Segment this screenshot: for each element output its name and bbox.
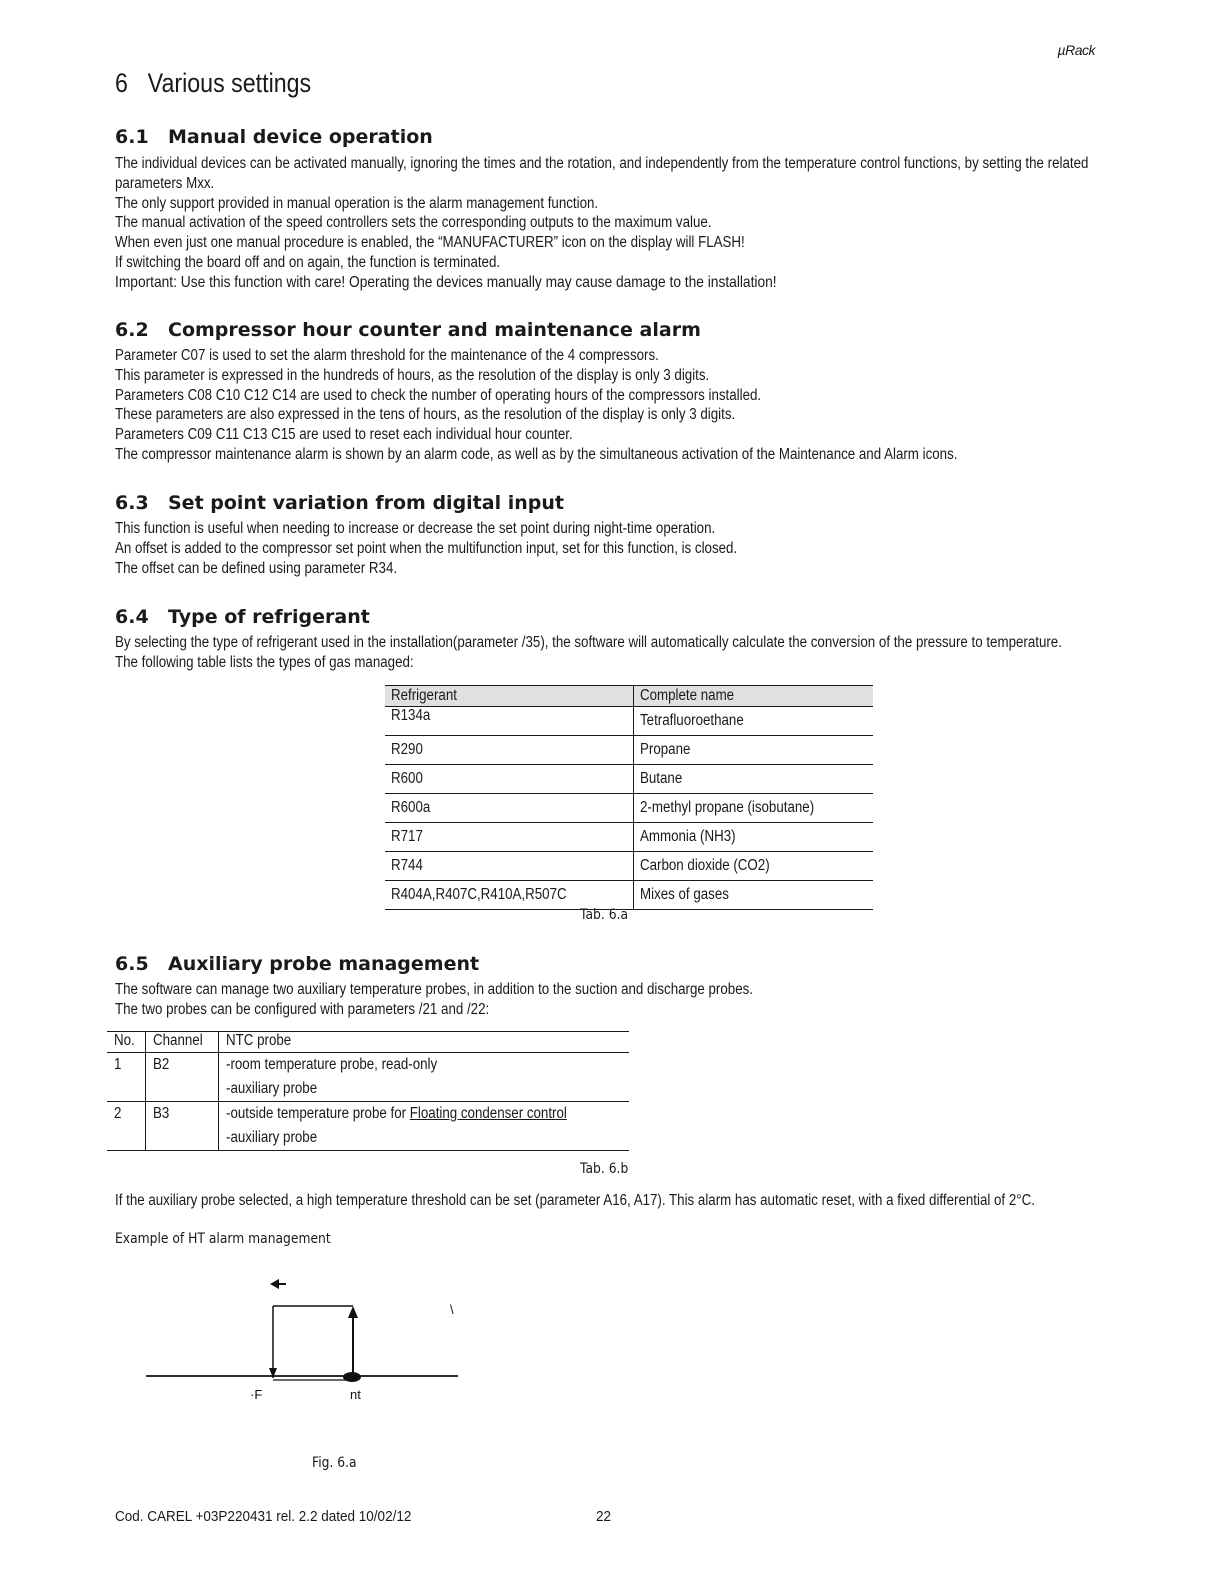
table-row bbox=[107, 1053, 629, 1102]
page-number: 22 bbox=[596, 1508, 612, 1525]
section-number: 6.3 bbox=[115, 492, 149, 514]
table-row bbox=[385, 736, 873, 765]
label-right: nt bbox=[350, 1387, 361, 1402]
section-title: Manual device operation bbox=[168, 126, 433, 148]
refrigerant-table bbox=[385, 685, 873, 910]
table-row bbox=[385, 881, 873, 910]
table-cell: R717 bbox=[385, 823, 634, 852]
arrow-left-icon bbox=[270, 1279, 279, 1289]
section-6-4-body bbox=[115, 633, 1062, 673]
table-cell: 2 bbox=[107, 1102, 146, 1151]
floating-condenser-link[interactable]: Floating condenser control bbox=[409, 1105, 567, 1122]
section-title: Type of refrigerant bbox=[168, 606, 370, 628]
section-title: Auxiliary probe management bbox=[168, 953, 480, 975]
paragraph-line: If switching the board off and on again, the function is terminated. bbox=[115, 253, 501, 271]
section-number: 6.4 bbox=[115, 606, 149, 628]
section-number: 6.2 bbox=[115, 319, 149, 341]
table-caption: Tab. 6.a bbox=[580, 907, 629, 923]
paragraph-line: The individual devices can be activated manually, ignoring the times and the rotation, and independently from the temperature control functions, by setting the related bbox=[115, 155, 1089, 172]
paragraph-line: The offset can be defined using parameter R34. bbox=[115, 559, 398, 577]
section-6-1-body bbox=[115, 154, 1089, 293]
section-6-2-body bbox=[115, 346, 966, 465]
section-number: 6.1 bbox=[115, 126, 149, 148]
paragraph-line: When even just one manual procedure is enabled, the “MANUFACTURER” icon on the display will FLASH! bbox=[115, 234, 745, 252]
paragraph-line: Parameters C09 C11 C13 C15 are used to reset each individual hour counter. bbox=[115, 426, 573, 444]
paragraph-line: The only support provided in manual operation is the alarm management function. bbox=[115, 194, 599, 212]
section-6-1-heading bbox=[115, 126, 433, 148]
table-cell: Butane bbox=[634, 765, 874, 794]
section-6-5-after bbox=[115, 1191, 1035, 1211]
chapter-title bbox=[115, 68, 311, 99]
table-cell: 1 bbox=[107, 1053, 146, 1102]
table-header-cell: Refrigerant bbox=[385, 686, 634, 707]
table-cell: -outside temperature probe for Floating condenser control -auxiliary probe bbox=[218, 1102, 629, 1151]
paragraph-line: The manual activation of the speed controllers sets the corresponding outputs to the maximum value. bbox=[115, 214, 712, 232]
table-header-row bbox=[385, 686, 873, 707]
paragraph-line: The following table lists the types of gas managed: bbox=[115, 653, 414, 671]
paragraph-line: parameters Mxx. bbox=[115, 174, 215, 192]
paragraph-line: If the auxiliary probe selected, a high temperature threshold can be set (parameter A16, A17). This alarm has automatic reset, with a fixed differential of 2°C. bbox=[115, 1192, 1035, 1209]
table-cell: R600a bbox=[385, 794, 634, 823]
chapter-number: 6 bbox=[115, 68, 128, 98]
table-cell: -room temperature probe, read-only -auxiliary probe bbox=[218, 1053, 629, 1102]
section-title: Compressor hour counter and maintenance alarm bbox=[168, 319, 701, 341]
table-cell: 2-methyl propane (isobutane) bbox=[634, 794, 874, 823]
table-cell: R290 bbox=[385, 736, 634, 765]
section-6-3-heading bbox=[115, 492, 564, 514]
paragraph-line: By selecting the type of refrigerant used in the installation(parameter /35), the software will automatically calculate the conversion of the pressure to temperature. bbox=[115, 634, 1062, 651]
brand-header: µRack bbox=[1057, 42, 1095, 58]
table-cell: R744 bbox=[385, 852, 634, 881]
paragraph-line: This parameter is expressed in the hundreds of hours, as the resolution of the display is only 3 digits. bbox=[115, 366, 710, 384]
paragraph-line: Parameter C07 is used to set the alarm threshold for the maintenance of the 4 compressors. bbox=[115, 347, 659, 364]
table-cell: R404A,R407C,R410A,R507C bbox=[385, 881, 634, 910]
label-left: ·F bbox=[250, 1387, 263, 1402]
table-cell: B3 bbox=[146, 1102, 219, 1151]
table-cell: Tetrafluoroethane bbox=[634, 707, 874, 736]
table-row bbox=[385, 794, 873, 823]
table-row bbox=[385, 823, 873, 852]
paragraph-line: These parameters are also expressed in the tens of hours, as the resolution of the display is only 3 digits. bbox=[115, 406, 736, 424]
table-cell: R600 bbox=[385, 765, 634, 794]
table-row bbox=[107, 1102, 629, 1151]
table-header-cell: NTC probe bbox=[218, 1032, 629, 1053]
table-header-cell: No. bbox=[107, 1032, 146, 1053]
section-title: Set point variation from digital input bbox=[168, 492, 564, 514]
table-header-cell: Complete name bbox=[634, 686, 874, 707]
label-top-right: \ bbox=[450, 1302, 454, 1317]
chapter-title-text: Various settings bbox=[147, 68, 312, 98]
table-cell: Carbon dioxide (CO2) bbox=[634, 852, 874, 881]
paragraph-line: The two probes can be configured with parameters /21 and /22: bbox=[115, 1000, 490, 1018]
section-6-5-heading bbox=[115, 953, 479, 975]
section-6-2-heading bbox=[115, 319, 701, 341]
table-cell: R134a bbox=[385, 707, 634, 736]
paragraph-line: The software can manage two auxiliary temperature probes, in addition to the suction and discharge probes. bbox=[115, 981, 753, 998]
section-number: 6.5 bbox=[115, 953, 149, 975]
section-6-3-body bbox=[115, 519, 966, 578]
paragraph-line: The compressor maintenance alarm is shown by an alarm code, as well as by the simultaneous activation of the Maintenance and Alarm icons. bbox=[115, 445, 958, 463]
paragraph-line: This function is useful when needing to increase or decrease the set point during night-time operation. bbox=[115, 520, 716, 537]
table-row bbox=[385, 707, 873, 736]
section-6-4-heading bbox=[115, 606, 370, 628]
table-header-row bbox=[107, 1032, 629, 1053]
table-cell: B2 bbox=[146, 1053, 219, 1102]
table-caption: Tab. 6.b bbox=[580, 1161, 629, 1177]
table-cell: Mixes of gases bbox=[634, 881, 874, 910]
paragraph-line: Parameters C08 C10 C12 C14 are used to check the number of operating hours of the compressors installed. bbox=[115, 386, 762, 404]
table-cell: Propane bbox=[634, 736, 874, 765]
footer-code: Cod. CAREL +03P220431 rel. 2.2 dated 10/02/12 bbox=[115, 1508, 412, 1525]
figure-caption: Fig. 6.a bbox=[312, 1455, 357, 1471]
example-title: Example of HT alarm management bbox=[115, 1231, 331, 1247]
table-row bbox=[385, 852, 873, 881]
ht-alarm-diagram bbox=[140, 1270, 470, 1410]
important-note: Important: Use this function with care! Operating the devices manually may cause damage to the installation! bbox=[115, 273, 777, 291]
table-row bbox=[385, 765, 873, 794]
aux-probe-table bbox=[107, 1031, 629, 1151]
table-cell: Ammonia (NH3) bbox=[634, 823, 874, 852]
table-header-cell: Channel bbox=[146, 1032, 219, 1053]
section-6-5-body bbox=[115, 980, 966, 1020]
setpoint-marker bbox=[343, 1372, 361, 1382]
arrow-up-icon bbox=[348, 1306, 358, 1318]
paragraph-line: An offset is added to the compressor set point when the multifunction input, set for this function, is closed. bbox=[115, 539, 738, 557]
